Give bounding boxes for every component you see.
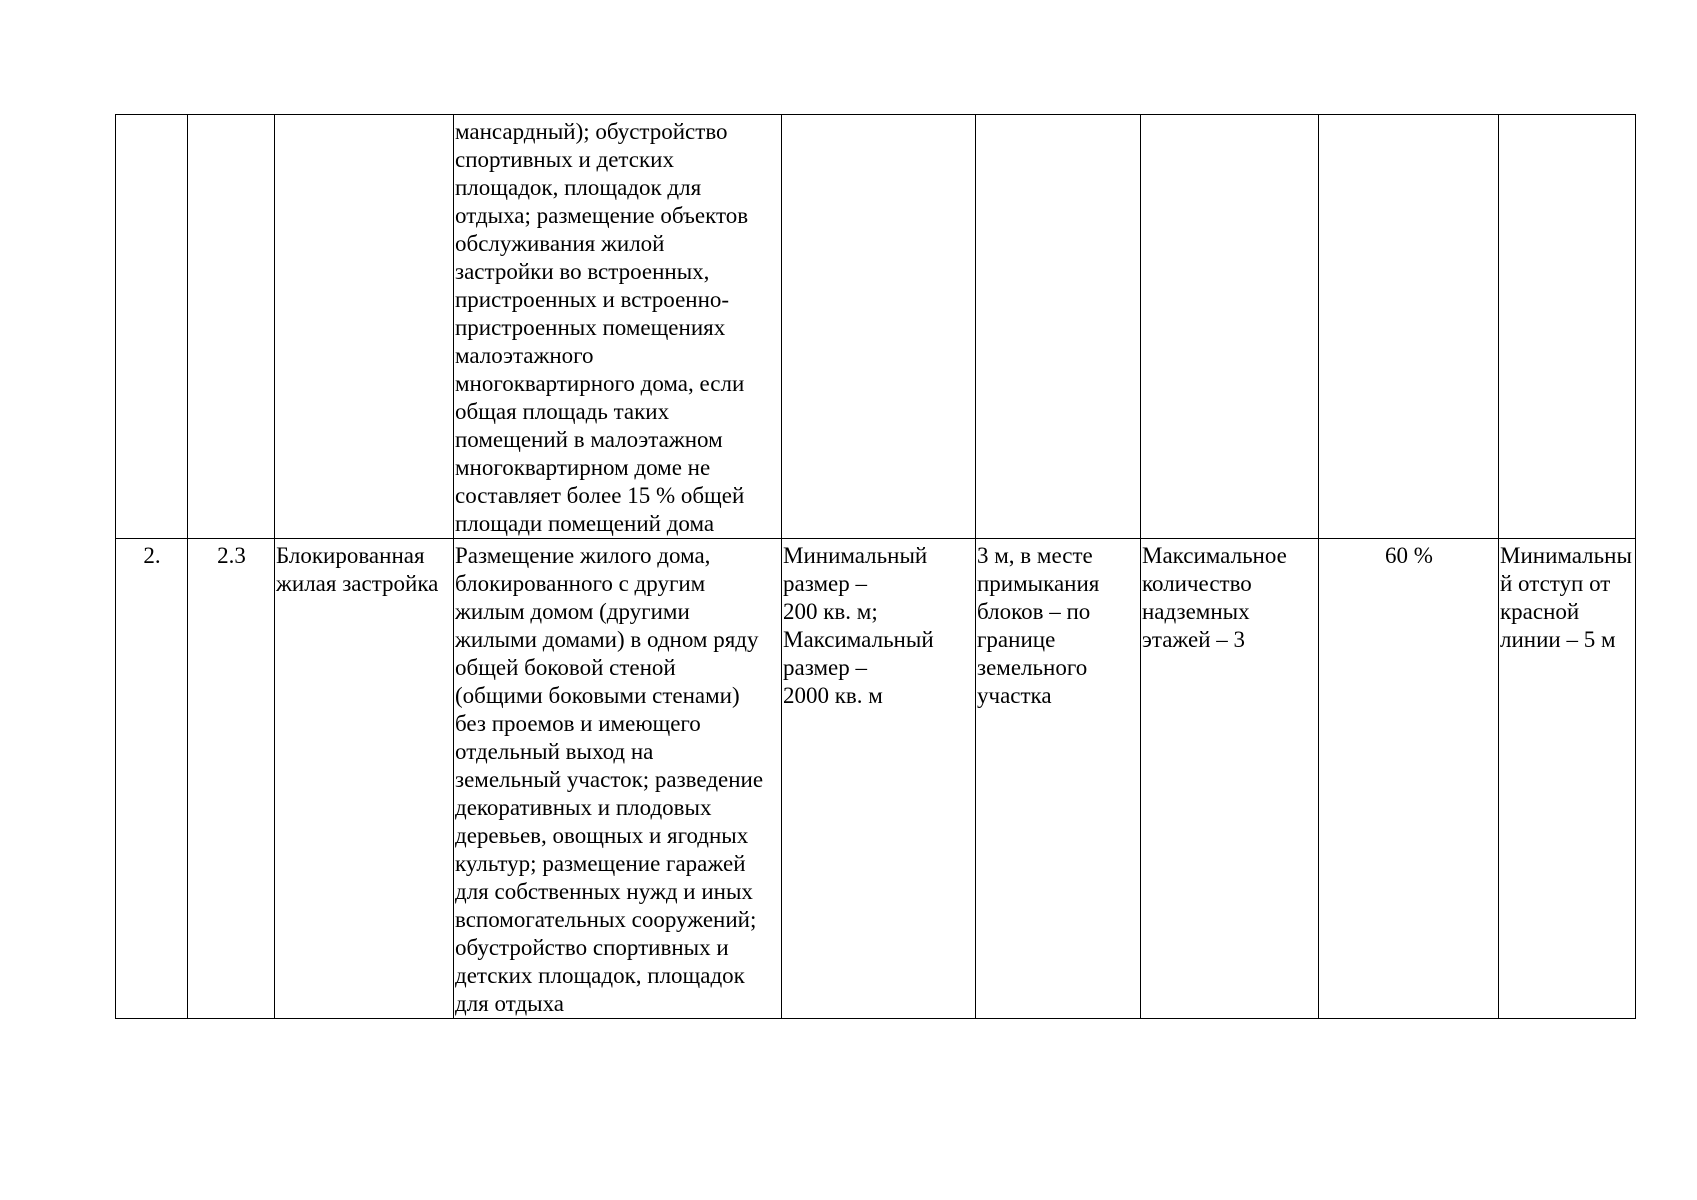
description-text: Размещение жилого дома, блокированного с другим жилым домом (другими жилыми домами) в одном ряду общей боковой стеной (общими боковыми стенами) без проемов и имеющего отдельный выход на земельный участок; разведение декоративных и плодовых деревьев, овощных и ягодных культур; размещение гаражей для собственных нужд и иных вспомогательных сооружений; обустройство спортивных и детских площадок, площадок для отдыха [455, 543, 764, 1016]
plot-size-text: Минимальный размер – 200 кв. м; Максимальный размер – 2000 кв. м [783, 543, 934, 708]
zoning-table [115, 114, 1636, 1019]
use-code-cell [188, 115, 275, 539]
description-text: мансардный); обустройство спортивных и детских площадок, площадок для отдыха; размещение объектов обслуживания жилой застройки во встроенных, пристроенных и встроенно- пристроенных помещениях малоэтажного многоквартирного дома, если общая площадь таких помещений в малоэтажном многоквартирном доме не составляет более 15 % общей площади помещений дома [455, 119, 749, 536]
plot-size-cell [782, 539, 976, 1019]
use-name-cell [275, 539, 454, 1019]
coverage-cell [1319, 115, 1499, 539]
table-row [116, 115, 1636, 539]
coverage-text: 60 % [1385, 543, 1433, 568]
setback-cell [976, 539, 1141, 1019]
use-code: 2.3 [217, 543, 246, 568]
floors-cell [1141, 115, 1319, 539]
use-description-cell [454, 115, 782, 539]
use-name: Блокированная жилая застройка [276, 543, 439, 596]
other-params-cell [1499, 539, 1636, 1019]
other-params-text: Минимальны й отступ от красной линии – 5 м [1500, 543, 1632, 652]
floors-cell [1141, 539, 1319, 1019]
setback-text: 3 м, в месте примыкания блоков – по границе земельного участка [977, 543, 1100, 708]
use-description-cell [454, 539, 782, 1019]
row-number: 2. [143, 543, 161, 568]
plot-size-cell [782, 115, 976, 539]
floors-text: Максимальное количество надземных этажей – 3 [1142, 543, 1287, 652]
other-params-cell [1499, 115, 1636, 539]
use-name-cell [275, 115, 454, 539]
setback-cell [976, 115, 1141, 539]
coverage-cell [1319, 539, 1499, 1019]
row-number-cell [116, 539, 188, 1019]
table-row [116, 539, 1636, 1019]
use-code-cell [188, 539, 275, 1019]
row-number-cell [116, 115, 188, 539]
